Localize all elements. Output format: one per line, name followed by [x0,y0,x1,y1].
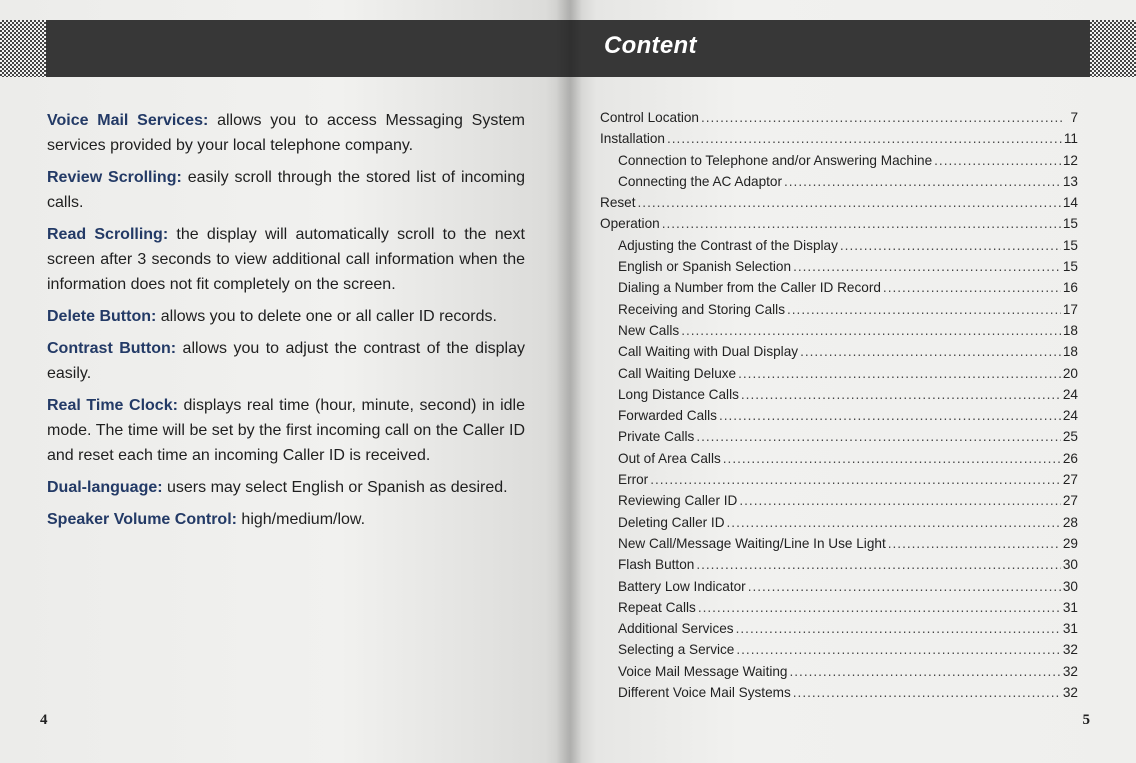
toc-entry-title: English or Spanish Selection [618,259,792,275]
checker-pattern-decoration [1090,20,1136,77]
toc-dot-leader [696,426,1061,447]
toc-entry-title: Dialing a Number from the Caller ID Record [618,280,881,296]
toc-entry-page: 20 [1062,365,1078,381]
toc-entry-page: 31 [1062,621,1078,637]
toc-entry [600,320,1078,341]
toc-entry [600,448,1078,469]
toc-entry-page: 32 [1062,685,1078,701]
toc-entry [600,533,1078,554]
left-header-bar [0,20,568,77]
feature-description: allows you to adjust the contrast of the display easily. [47,340,525,382]
feature-read-scrolling [47,222,525,297]
toc-entry [600,235,1078,256]
feature-delete-button [47,304,525,329]
toc-entry-title: Error [618,472,649,488]
page-number-left: 4 [40,712,48,728]
feature-term: Dual-language: [47,479,163,496]
toc-dot-leader [667,128,1062,149]
toc-entry-title: Receiving and Storing Calls [618,301,785,317]
toc-dot-leader [934,150,1061,171]
toc-entry-title: Connecting the AC Adaptor [618,173,782,189]
toc-entry-title: Private Calls [618,429,695,445]
toc-entry-title: Forwarded Calls [618,408,717,424]
toc-entry-title: Battery Low Indicator [618,578,746,594]
toc-dot-leader [793,256,1061,277]
toc-dot-leader [638,192,1061,213]
toc-entry-page: 15 [1062,259,1078,275]
toc-entry-page: 24 [1062,408,1078,424]
toc-dot-leader [701,107,1062,128]
toc-entry-page: 15 [1062,216,1078,232]
feature-description: allows you to delete one or all caller ID records. [156,308,497,325]
toc-dot-leader [883,277,1061,298]
toc-entry-title: Repeat Calls [618,599,696,615]
toc-dot-leader [696,554,1061,575]
toc-entry-page: 30 [1062,557,1078,573]
toc-dot-leader [800,341,1061,362]
page-number-right: 5 [1082,712,1090,728]
toc-entry-page: 30 [1062,578,1078,594]
toc-entry-page: 17 [1062,301,1078,317]
toc-entry [600,554,1078,575]
feature-term: Read Scrolling: [47,226,169,243]
toc-entry-page: 18 [1062,322,1078,338]
book-gutter-shadow [556,0,582,763]
feature-review-scrolling [47,165,525,215]
toc-entry-page: 13 [1062,173,1078,189]
toc-entry-title: Voice Mail Message Waiting [618,663,788,679]
toc-entry [600,576,1078,597]
toc-entry [600,192,1078,213]
toc-entry-title: Adjusting the Contrast of the Display [618,237,838,253]
toc-entry-title: New Calls [618,322,680,338]
feature-term: Contrast Button: [47,340,177,357]
toc-entry-page: 11 [1063,131,1078,147]
toc-dot-leader [681,320,1061,341]
toc-entry-page: 28 [1062,514,1078,530]
toc-entry-page: 14 [1062,195,1078,211]
toc-entry [600,277,1078,298]
toc-entry-title: Out of Area Calls [618,450,721,466]
toc-entry-title: Additional Services [618,621,734,637]
toc-entry-title: New Call/Message Waiting/Line In Use Light [618,535,886,551]
toc-entry-page: 15 [1062,237,1078,253]
toc-entry-page: 29 [1062,535,1078,551]
toc-dot-leader [738,363,1061,384]
toc-dot-leader [784,171,1061,192]
feature-description: displays real time (hour, minute, second) in idle mode. The time will be set by the first incoming call on the Caller ID and reset each time an incoming Caller ID is received. [47,397,526,464]
toc-entry-title: Call Waiting Deluxe [618,365,737,381]
toc-dot-leader [748,576,1061,597]
toc-entry-title: Installation [600,131,665,147]
toc-entry [600,384,1078,405]
feature-list [47,108,525,539]
feature-description: allows you to access Messaging System services provided by your local telephone company. [47,112,525,154]
toc-entry [600,107,1078,128]
feature-contrast-button [47,336,525,386]
toc-dot-leader [727,512,1061,533]
toc-entry-title: Flash Button [618,557,695,573]
toc-entry [600,426,1078,447]
toc-dot-leader [719,405,1061,426]
toc-entry-page: 18 [1062,344,1078,360]
toc-dot-leader [790,661,1061,682]
toc-dot-leader [888,533,1061,554]
toc-entry [600,639,1078,660]
toc-entry-page: 26 [1062,450,1078,466]
toc-entry [600,490,1078,511]
toc-entry-title: Reviewing Caller ID [618,493,738,509]
feature-term: Review Scrolling: [47,169,182,186]
feature-term: Voice Mail Services: [47,112,209,129]
feature-term: Real Time Clock: [47,397,178,414]
toc-entry [600,682,1078,703]
feature-description: high/medium/low. [236,511,366,528]
toc-dot-leader [739,490,1061,511]
toc-entry [600,597,1078,618]
toc-dot-leader [793,682,1061,703]
toc-entry-title: Connection to Telephone and/or Answering Machine [618,152,933,168]
content-title: Content [604,32,697,59]
toc-entry [600,618,1078,639]
toc-entry-page: 27 [1062,472,1078,488]
toc-entry [600,512,1078,533]
feature-voice-mail-services [47,108,525,158]
toc-dot-leader [698,597,1061,618]
toc-dot-leader [736,618,1061,639]
toc-entry [600,661,1078,682]
feature-term: Speaker Volume Control: [47,511,237,528]
toc-entry-title: Operation [600,216,660,232]
toc-entry-title: Long Distance Calls [618,386,739,402]
toc-dot-leader [662,213,1061,234]
toc-entry-page: 27 [1062,493,1078,509]
toc-entry [600,363,1078,384]
toc-dot-leader [741,384,1061,405]
toc-entry [600,341,1078,362]
toc-entry-page: 32 [1062,642,1078,658]
toc-entry [600,299,1078,320]
toc-entry-page: 12 [1062,152,1078,168]
toc-entry-title: Call Waiting with Dual Display [618,344,799,360]
toc-entry [600,150,1078,171]
feature-dual-language [47,475,525,500]
toc-dot-leader [650,469,1061,490]
toc-dot-leader [736,639,1061,660]
toc-entry-title: Reset [600,195,636,211]
toc-entry [600,171,1078,192]
toc-entry-page: 7 [1070,110,1078,125]
toc-entry [600,469,1078,490]
toc-entry [600,213,1078,234]
feature-description: easily scroll through the stored list of incoming calls. [47,169,525,211]
toc-entry-page: 32 [1062,663,1078,679]
toc-entry-title: Deleting Caller ID [618,514,725,530]
toc-entry-page: 25 [1062,429,1078,445]
toc-entry-page: 16 [1062,280,1078,296]
checker-pattern-decoration [0,20,46,77]
feature-description: the display will automatically scroll to the next screen after 3 seconds to view additional call information when the information does not fit completely on the screen. [47,226,525,293]
toc-dot-leader [840,235,1061,256]
toc-entry-page: 31 [1062,599,1078,615]
toc-entry-title: Different Voice Mail Systems [618,685,791,701]
toc-dot-leader [787,299,1061,320]
toc-entry-title: Selecting a Service [618,642,735,658]
toc-entry [600,128,1078,149]
feature-speaker-volume-control [47,507,525,532]
feature-description: users may select English or Spanish as desired. [162,479,508,496]
feature-real-time-clock [47,393,525,468]
feature-term: Delete Button: [47,308,157,325]
toc-dot-leader [723,448,1061,469]
toc-entry-title: Control Location [600,110,699,125]
right-page [568,0,1136,763]
toc-entry-page: 24 [1062,386,1078,402]
toc-entry [600,405,1078,426]
toc-entry [600,256,1078,277]
table-of-contents [600,107,1078,703]
